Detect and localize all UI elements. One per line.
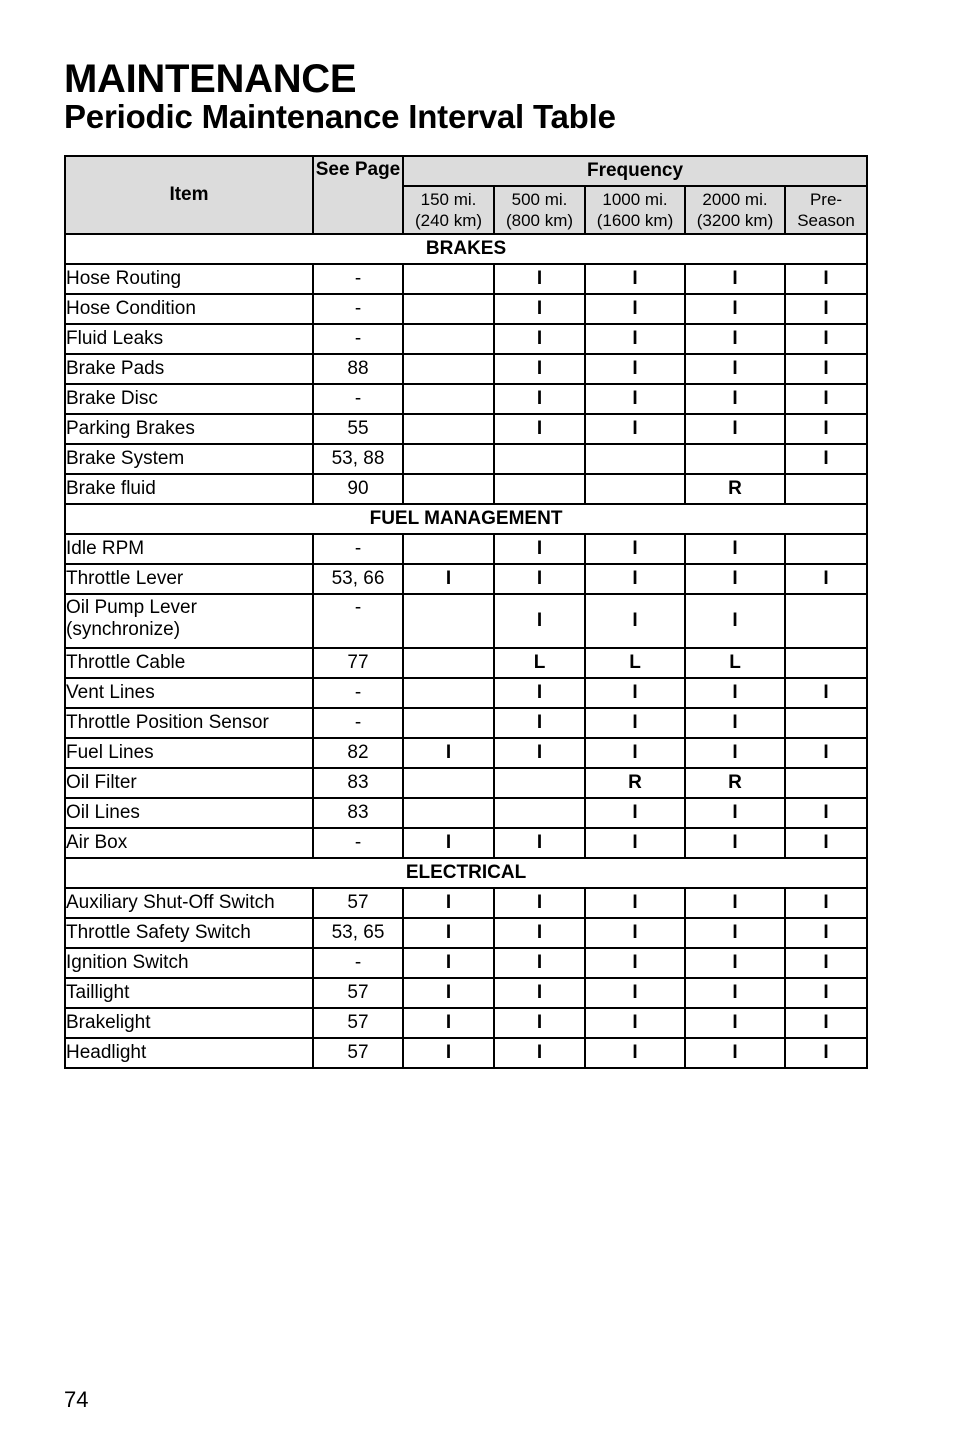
frequency-header: Frequency bbox=[403, 156, 867, 186]
page-heading: MAINTENANCE bbox=[64, 57, 357, 101]
see-page-cell: 57 bbox=[313, 888, 403, 918]
frequency-cell: I bbox=[785, 414, 867, 444]
frequency-cell: I bbox=[685, 708, 785, 738]
see-page-cell: - bbox=[313, 384, 403, 414]
frequency-cell: I bbox=[585, 1038, 685, 1068]
item-cell: Taillight bbox=[65, 978, 313, 1008]
item-cell: Parking Brakes bbox=[65, 414, 313, 444]
frequency-cell: I bbox=[403, 828, 494, 858]
frequency-cell: I bbox=[494, 1008, 585, 1038]
section-title: BRAKES bbox=[65, 234, 867, 264]
see-page-cell: - bbox=[313, 708, 403, 738]
item-cell: Headlight bbox=[65, 1038, 313, 1068]
interval-label-line2: (800 km) bbox=[505, 211, 574, 230]
see-page-cell: 57 bbox=[313, 1038, 403, 1068]
frequency-cell bbox=[403, 354, 494, 384]
interval-header bbox=[403, 186, 494, 234]
frequency-cell: I bbox=[585, 708, 685, 738]
frequency-cell: I bbox=[685, 888, 785, 918]
frequency-cell: I bbox=[403, 1008, 494, 1038]
frequency-cell: I bbox=[685, 948, 785, 978]
interval-header bbox=[585, 186, 685, 234]
frequency-cell: I bbox=[494, 324, 585, 354]
frequency-cell bbox=[685, 444, 785, 474]
see-page-cell: - bbox=[313, 828, 403, 858]
interval-label-line2: (1600 km) bbox=[596, 211, 674, 230]
frequency-cell: I bbox=[685, 678, 785, 708]
frequency-cell: I bbox=[403, 948, 494, 978]
frequency-cell: R bbox=[585, 768, 685, 798]
see-page-column-header: See Page bbox=[313, 156, 403, 234]
table-row bbox=[65, 564, 867, 594]
frequency-cell: I bbox=[785, 294, 867, 324]
frequency-cell: I bbox=[585, 594, 685, 648]
item-cell: Brakelight bbox=[65, 1008, 313, 1038]
frequency-cell: I bbox=[685, 1008, 785, 1038]
frequency-cell bbox=[494, 444, 585, 474]
frequency-cell: I bbox=[494, 384, 585, 414]
interval-label-line2: (240 km) bbox=[414, 211, 483, 230]
frequency-cell: I bbox=[685, 738, 785, 768]
frequency-cell bbox=[585, 474, 685, 504]
table-row bbox=[65, 264, 867, 294]
item-cell: Brake Disc bbox=[65, 384, 313, 414]
table-row bbox=[65, 534, 867, 564]
frequency-cell: I bbox=[585, 564, 685, 594]
frequency-cell: I bbox=[585, 798, 685, 828]
frequency-cell: I bbox=[785, 564, 867, 594]
frequency-cell: I bbox=[785, 948, 867, 978]
item-cell: Brake Pads bbox=[65, 354, 313, 384]
frequency-cell: I bbox=[494, 948, 585, 978]
item-cell: Oil Filter bbox=[65, 768, 313, 798]
interval-label-line2: (3200 km) bbox=[696, 211, 774, 230]
frequency-cell bbox=[403, 294, 494, 324]
frequency-cell: I bbox=[494, 414, 585, 444]
see-page-cell: - bbox=[313, 534, 403, 564]
item-cell: Brake fluid bbox=[65, 474, 313, 504]
frequency-cell: I bbox=[585, 738, 685, 768]
table-row bbox=[65, 708, 867, 738]
table-row bbox=[65, 918, 867, 948]
item-cell: Air Box bbox=[65, 828, 313, 858]
frequency-cell bbox=[785, 768, 867, 798]
see-page-cell: - bbox=[313, 324, 403, 354]
table-row bbox=[65, 648, 867, 678]
interval-label-line1: Pre- bbox=[809, 190, 843, 209]
table-row bbox=[65, 354, 867, 384]
frequency-cell bbox=[403, 474, 494, 504]
see-page-cell: 53, 66 bbox=[313, 564, 403, 594]
interval-header bbox=[494, 186, 585, 234]
frequency-cell: I bbox=[785, 1008, 867, 1038]
frequency-cell bbox=[403, 324, 494, 354]
frequency-cell: I bbox=[785, 918, 867, 948]
table-row bbox=[65, 444, 867, 474]
frequency-cell bbox=[403, 648, 494, 678]
see-page-cell: - bbox=[313, 594, 403, 648]
frequency-cell: I bbox=[585, 414, 685, 444]
frequency-cell bbox=[403, 264, 494, 294]
frequency-cell: I bbox=[494, 678, 585, 708]
frequency-cell bbox=[494, 768, 585, 798]
interval-label-line1: 1000 mi. bbox=[602, 190, 668, 209]
frequency-cell: I bbox=[585, 978, 685, 1008]
frequency-cell: I bbox=[494, 978, 585, 1008]
table-row bbox=[65, 798, 867, 828]
section-row bbox=[65, 234, 867, 264]
table-row bbox=[65, 948, 867, 978]
frequency-cell: I bbox=[585, 264, 685, 294]
see-page-cell: 88 bbox=[313, 354, 403, 384]
frequency-cell: I bbox=[403, 978, 494, 1008]
frequency-cell bbox=[403, 594, 494, 648]
table-row bbox=[65, 1008, 867, 1038]
table-row bbox=[65, 294, 867, 324]
see-page-cell: 53, 88 bbox=[313, 444, 403, 474]
frequency-cell: I bbox=[403, 918, 494, 948]
frequency-cell bbox=[494, 798, 585, 828]
frequency-cell: I bbox=[785, 738, 867, 768]
frequency-cell: I bbox=[585, 828, 685, 858]
frequency-cell: I bbox=[685, 828, 785, 858]
frequency-cell bbox=[403, 384, 494, 414]
frequency-cell: I bbox=[403, 738, 494, 768]
frequency-cell: I bbox=[685, 324, 785, 354]
frequency-cell: I bbox=[403, 564, 494, 594]
page-number: 74 bbox=[64, 1387, 89, 1412]
frequency-cell bbox=[403, 444, 494, 474]
table-row bbox=[65, 474, 867, 504]
item-cell: Fluid Leaks bbox=[65, 324, 313, 354]
frequency-cell: I bbox=[685, 1038, 785, 1068]
item-cell: Hose Condition bbox=[65, 294, 313, 324]
frequency-cell bbox=[785, 534, 867, 564]
section-title: FUEL MANAGEMENT bbox=[65, 504, 867, 534]
frequency-cell: I bbox=[494, 294, 585, 324]
item-cell: Auxiliary Shut-Off Switch bbox=[65, 888, 313, 918]
table-row bbox=[65, 828, 867, 858]
frequency-cell: I bbox=[685, 264, 785, 294]
table-row bbox=[65, 768, 867, 798]
table-row bbox=[65, 384, 867, 414]
item-cell: Throttle Safety Switch bbox=[65, 918, 313, 948]
frequency-cell: I bbox=[685, 414, 785, 444]
frequency-cell bbox=[403, 534, 494, 564]
item-cell: Oil Pump Lever (synchronize) bbox=[65, 594, 313, 648]
frequency-cell: I bbox=[785, 678, 867, 708]
section-title: ELECTRICAL bbox=[65, 858, 867, 888]
frequency-cell bbox=[403, 708, 494, 738]
section-row bbox=[65, 504, 867, 534]
table-row bbox=[65, 678, 867, 708]
item-cell: Throttle Position Sensor bbox=[65, 708, 313, 738]
table-row bbox=[65, 594, 867, 648]
see-page-cell: 90 bbox=[313, 474, 403, 504]
frequency-cell: I bbox=[585, 1008, 685, 1038]
frequency-cell: I bbox=[785, 324, 867, 354]
frequency-cell: I bbox=[785, 264, 867, 294]
frequency-cell: I bbox=[585, 294, 685, 324]
item-column-header: Item bbox=[65, 156, 313, 234]
see-page-cell: 77 bbox=[313, 648, 403, 678]
frequency-cell: I bbox=[685, 354, 785, 384]
table-row bbox=[65, 738, 867, 768]
see-page-cell: 53, 65 bbox=[313, 918, 403, 948]
frequency-cell: I bbox=[785, 444, 867, 474]
see-page-cell: 83 bbox=[313, 798, 403, 828]
frequency-cell: I bbox=[585, 354, 685, 384]
table-row bbox=[65, 414, 867, 444]
frequency-cell bbox=[403, 414, 494, 444]
interval-header bbox=[685, 186, 785, 234]
see-page-cell: 55 bbox=[313, 414, 403, 444]
table-header bbox=[65, 156, 867, 234]
item-cell: Brake System bbox=[65, 444, 313, 474]
frequency-cell bbox=[403, 768, 494, 798]
see-page-cell: 83 bbox=[313, 768, 403, 798]
frequency-cell: I bbox=[585, 324, 685, 354]
frequency-cell: I bbox=[785, 978, 867, 1008]
frequency-cell: L bbox=[685, 648, 785, 678]
see-page-cell: 82 bbox=[313, 738, 403, 768]
frequency-cell: I bbox=[685, 534, 785, 564]
frequency-cell bbox=[585, 444, 685, 474]
frequency-cell: I bbox=[785, 354, 867, 384]
item-cell: Idle RPM bbox=[65, 534, 313, 564]
frequency-cell: I bbox=[585, 948, 685, 978]
frequency-cell: R bbox=[685, 768, 785, 798]
frequency-cell bbox=[494, 474, 585, 504]
frequency-cell: L bbox=[585, 648, 685, 678]
frequency-cell: I bbox=[494, 564, 585, 594]
frequency-cell: I bbox=[494, 918, 585, 948]
frequency-cell: I bbox=[685, 594, 785, 648]
frequency-cell: I bbox=[403, 1038, 494, 1068]
frequency-cell bbox=[403, 678, 494, 708]
frequency-cell bbox=[785, 708, 867, 738]
frequency-cell: I bbox=[494, 594, 585, 648]
frequency-cell bbox=[403, 798, 494, 828]
frequency-cell: I bbox=[494, 708, 585, 738]
interval-label-line1: 2000 mi. bbox=[702, 190, 768, 209]
frequency-cell: I bbox=[685, 564, 785, 594]
interval-label-line2: Season bbox=[797, 211, 855, 230]
item-cell: Fuel Lines bbox=[65, 738, 313, 768]
item-cell: Throttle Cable bbox=[65, 648, 313, 678]
interval-label-line1: 150 mi. bbox=[420, 190, 477, 209]
see-page-cell: 57 bbox=[313, 978, 403, 1008]
see-page-cell: 57 bbox=[313, 1008, 403, 1038]
table-title: Periodic Maintenance Interval Table bbox=[64, 98, 616, 135]
frequency-cell: R bbox=[685, 474, 785, 504]
see-page-cell: - bbox=[313, 948, 403, 978]
table-row bbox=[65, 978, 867, 1008]
frequency-cell: I bbox=[785, 888, 867, 918]
frequency-cell: I bbox=[585, 678, 685, 708]
item-cell: Ignition Switch bbox=[65, 948, 313, 978]
frequency-cell bbox=[785, 474, 867, 504]
interval-header bbox=[785, 186, 867, 234]
frequency-cell bbox=[785, 648, 867, 678]
frequency-cell: I bbox=[494, 534, 585, 564]
frequency-cell: I bbox=[685, 978, 785, 1008]
item-cell: Oil Lines bbox=[65, 798, 313, 828]
frequency-cell: I bbox=[585, 384, 685, 414]
frequency-cell bbox=[785, 594, 867, 648]
frequency-cell: I bbox=[494, 264, 585, 294]
item-cell: Vent Lines bbox=[65, 678, 313, 708]
frequency-cell: I bbox=[785, 798, 867, 828]
interval-label-line1: 500 mi. bbox=[511, 190, 568, 209]
frequency-cell: I bbox=[685, 294, 785, 324]
item-cell: Hose Routing bbox=[65, 264, 313, 294]
frequency-cell: I bbox=[494, 1038, 585, 1068]
frequency-cell: I bbox=[785, 1038, 867, 1068]
see-page-cell: - bbox=[313, 264, 403, 294]
see-page-cell: - bbox=[313, 678, 403, 708]
table-row bbox=[65, 1038, 867, 1068]
frequency-cell: I bbox=[494, 354, 585, 384]
frequency-cell: I bbox=[785, 384, 867, 414]
table-row bbox=[65, 324, 867, 354]
item-cell: Throttle Lever bbox=[65, 564, 313, 594]
frequency-cell: L bbox=[494, 648, 585, 678]
section-row bbox=[65, 858, 867, 888]
frequency-cell: I bbox=[585, 918, 685, 948]
frequency-cell: I bbox=[494, 738, 585, 768]
frequency-cell: I bbox=[785, 828, 867, 858]
frequency-cell: I bbox=[685, 384, 785, 414]
table-row bbox=[65, 888, 867, 918]
see-page-cell: - bbox=[313, 294, 403, 324]
frequency-cell: I bbox=[494, 828, 585, 858]
table-body bbox=[65, 234, 867, 1068]
frequency-cell: I bbox=[403, 888, 494, 918]
frequency-cell: I bbox=[585, 888, 685, 918]
frequency-cell: I bbox=[494, 888, 585, 918]
frequency-cell: I bbox=[685, 918, 785, 948]
maintenance-interval-table bbox=[64, 155, 868, 1069]
frequency-cell: I bbox=[685, 798, 785, 828]
frequency-cell: I bbox=[585, 534, 685, 564]
